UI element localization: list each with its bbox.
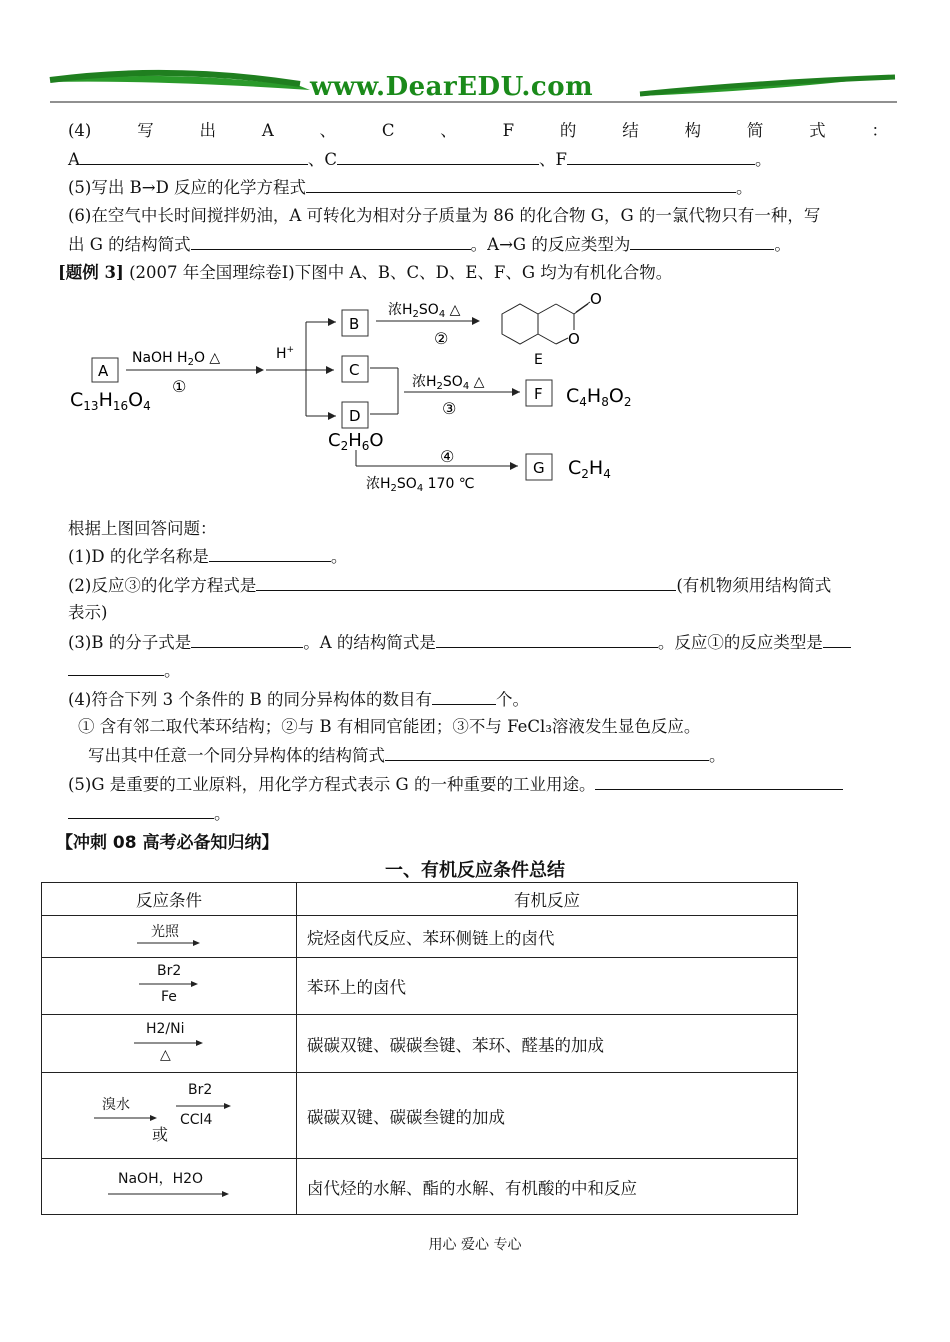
reaction-cell: 碳碳双键、碳碳叁键、苯环、醛基的加成 [297, 1015, 798, 1073]
section-subtitle: 一、有机反应条件总结 [385, 860, 565, 881]
answer-blank[interactable] [337, 148, 539, 165]
step-3: ③ [442, 399, 457, 418]
reaction-cell: 苯环上的卤代 [297, 958, 798, 1015]
condition-cell [42, 1073, 297, 1159]
q4-char: C [381, 121, 395, 140]
condition-bottom: △ [160, 1046, 171, 1063]
question-4-conditions: ① 含有邻二取代苯环结构；②与 B 有相同官能团；③不与 FeCl₃溶液发生显色反应。 [78, 717, 701, 736]
q5-line: (5)写出 B→D 反应的化学方程式 。 [68, 178, 753, 197]
label-B: B [349, 315, 360, 333]
q6-line1: (6)在空气中长时间搅拌奶油，A 可转化为相对分子质量为 86 的化合物 G，G 的一氯代物只有一种，写 [68, 206, 821, 225]
question-4: (4)符合下列 3 个条件的 B 的同分异构体的数目有 个。 [68, 690, 529, 709]
arrow-icon [137, 939, 201, 947]
question-1: (1)D 的化学名称是 。 [68, 547, 348, 566]
question-5: (5)G 是重要的工业原料，用化学方程式表示 G 的一种重要的工业用途。 [68, 773, 843, 796]
answer-blank[interactable] [68, 802, 214, 819]
arrow-icon [139, 980, 199, 988]
page-footer: 用心 爱心 专心 [428, 1237, 522, 1253]
q4-char: 构 [684, 121, 701, 140]
question-5-cont: 。 [68, 802, 231, 825]
arrow-icon [94, 1114, 158, 1122]
q4-heading [68, 120, 888, 142]
table-row [42, 1073, 798, 1159]
answer-blank[interactable] [436, 631, 658, 648]
step-1: ① [172, 377, 187, 396]
table-row [42, 958, 798, 1015]
table-header: 有机反应 [297, 883, 798, 916]
condition-cell [42, 1015, 297, 1073]
q4-char: 的 [559, 121, 577, 140]
q4-char: 写 [137, 121, 154, 140]
reaction-scheme [60, 288, 660, 498]
arrow-icon [134, 1039, 204, 1047]
condition-top: NaOH，H2O [118, 1170, 204, 1187]
question-2: (2)反应③的化学方程式是 (有机物须用结构简式 [68, 576, 832, 595]
q4-char: 结 [622, 121, 639, 140]
reagent-4: 浓$H_2SO_4$ 170 ℃ [366, 476, 475, 494]
q4-char: F [502, 121, 515, 140]
condition-top: Br2 [188, 1081, 213, 1098]
q4-prefix: (4) [68, 121, 92, 140]
reagent-1: NaOH $H_2O$ △ [132, 350, 221, 368]
q4-answers: A 、C 、F 。 [68, 150, 772, 169]
formula-A: $C_{13}H_{16}O_4$ [70, 389, 151, 413]
step-2: ② [434, 329, 449, 348]
table-row [42, 916, 798, 958]
answer-blank[interactable] [567, 148, 755, 165]
section-title: 【冲刺 08 高考必备知归纳】 [56, 833, 279, 853]
site-logo: www.DearEDU.com [310, 72, 594, 102]
step-4: ④ [440, 447, 455, 466]
table-header: 反应条件 [42, 883, 297, 916]
q4-char: 式 [809, 121, 826, 140]
answer-blank[interactable] [68, 659, 164, 676]
table-header-row [42, 883, 798, 916]
condition-cell [42, 916, 297, 958]
answer-blank[interactable] [191, 233, 471, 250]
answer-blank[interactable] [595, 773, 843, 790]
label-D: D [349, 407, 361, 425]
acid-label: H+ [276, 345, 295, 362]
q4-char: A [261, 121, 274, 140]
answer-blank[interactable] [80, 148, 308, 165]
q4-char: 、 [319, 121, 337, 140]
condition-cell [42, 1159, 297, 1215]
answer-blank[interactable] [209, 545, 331, 562]
answer-blank[interactable] [432, 688, 496, 705]
condition-bottom: Fe [161, 989, 177, 1005]
reaction-cell: 烷烃卤代反应、苯环侧链上的卤代 [297, 916, 798, 958]
q4-char: 、 [440, 121, 457, 140]
arrow-icon [176, 1102, 232, 1110]
question-3: (3)B 的分子式是 。A 的结构简式是 。反应①的反应类型是 [68, 631, 851, 654]
conditions-table [41, 882, 798, 1215]
question-3-cont: 。 [68, 659, 181, 682]
q6-line2: 出 G 的结构简式 。A→G 的反应类型为 。 [68, 235, 791, 254]
condition-top: 光照 [151, 923, 179, 940]
label-G: G [533, 459, 545, 477]
arrow-icon [108, 1190, 230, 1198]
table-row [42, 1159, 798, 1215]
reaction-cell: 卤代烃的水解、酯的水解、有机酸的中和反应 [297, 1159, 798, 1215]
E-oxygen: O [590, 290, 602, 308]
condition-bottom: CCl4 [180, 1111, 213, 1128]
formula-F: $C_4H_8O_2$ [566, 385, 632, 409]
answer-blank[interactable] [823, 631, 851, 648]
table-row [42, 1015, 798, 1073]
example-title: [题例 3] (2007 年全国理综卷I)下图中 A、B、C、D、E、F、G 均为有机化合物。 [58, 263, 673, 282]
svg-text:O: O [568, 330, 580, 348]
condition-top: 溴水 [102, 1096, 130, 1113]
answer-blank[interactable] [191, 631, 303, 648]
condition-cell [42, 958, 297, 1015]
reagent-3: 浓$H_2SO_4$ △ [412, 374, 485, 392]
header-banner [0, 60, 950, 110]
q4-char: ： [871, 121, 888, 140]
answer-blank[interactable] [256, 574, 676, 591]
condition-top: H2/Ni [146, 1020, 185, 1037]
answer-blank[interactable] [385, 744, 709, 761]
formula-D: $C_2H_6O$ [328, 430, 384, 453]
label-A: A [98, 362, 109, 380]
label-C: C [349, 361, 360, 379]
condition-top: Br2 [157, 963, 182, 979]
answer-blank[interactable] [630, 233, 774, 250]
label-F: F [534, 385, 543, 403]
question-2-cont: 表示) [68, 603, 108, 622]
q4-char: 简 [746, 121, 764, 140]
condition-or: 或 [152, 1124, 169, 1144]
label-E: E [534, 352, 543, 368]
answer-blank[interactable] [306, 176, 736, 193]
formula-G: $C_2H_4$ [568, 457, 611, 481]
reagent-2: 浓$H_2SO_4$ △ [388, 302, 461, 320]
questions-intro: 根据上图回答问题： [68, 519, 217, 538]
q4-char: 出 [199, 121, 216, 140]
question-4-write: 写出其中任意一个同分异构体的结构简式 。 [88, 746, 726, 765]
reaction-cell: 碳碳双键、碳碳叁键的加成 [297, 1073, 798, 1159]
